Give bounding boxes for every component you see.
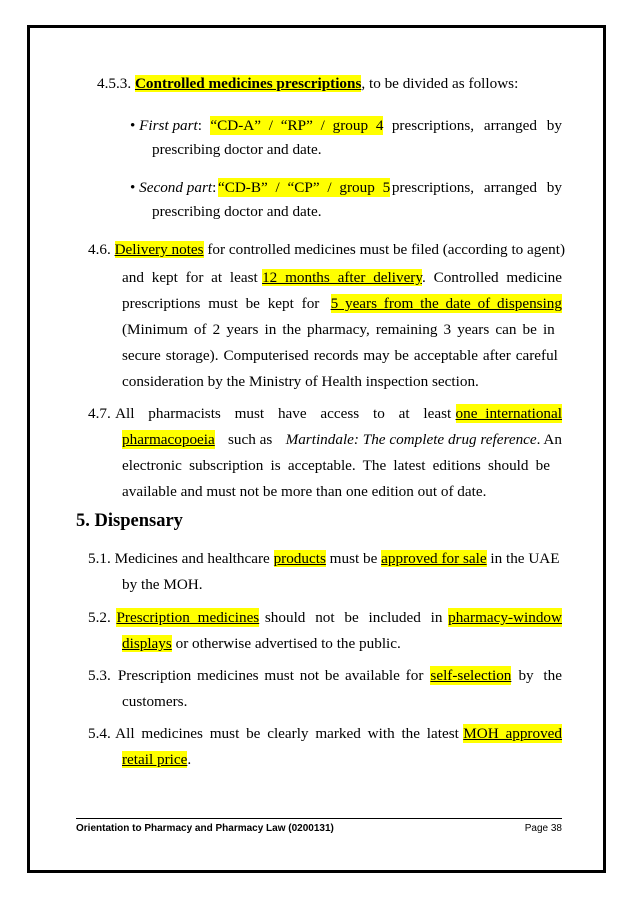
highlight-cd-a: “CD-A” / “RP” / group 4 xyxy=(210,117,384,134)
text: . Controlled medicine xyxy=(421,269,562,286)
bullet-icon: • xyxy=(130,179,136,196)
highlight-5-years: 5 years from the date of dispensing xyxy=(330,295,562,312)
text: such as xyxy=(228,431,273,448)
highlight-products: products xyxy=(273,550,326,567)
section-4-6-line-3 xyxy=(122,294,562,313)
bullet-first-part xyxy=(130,116,562,135)
highlight-self-selection: self-selection xyxy=(430,667,512,684)
highlight-pharmacopoeia: pharmacopoeia xyxy=(122,431,215,448)
highlight-one-international: one international xyxy=(455,405,562,422)
section-4-6-line-6: consideration by the Ministry of Health inspection section. xyxy=(122,373,479,390)
highlight-moh-approved: MOH approved xyxy=(463,725,562,742)
text: and kept for at least xyxy=(122,269,258,286)
footer-divider xyxy=(76,818,562,819)
section-number: 4.7. xyxy=(88,405,111,422)
text: . An xyxy=(536,431,562,448)
highlight-cd-b: “CD-B” / “CP” / group 5 xyxy=(217,179,391,196)
section-4-7-line-4: available and must not be more than one edition out of date. xyxy=(122,483,487,500)
section-5-1-line-1 xyxy=(88,549,560,568)
text: by the xyxy=(518,667,562,684)
section-5-2-line-1 xyxy=(88,608,562,627)
section-4-7-line-3: electronic subscription is acceptable. The latest editions should be xyxy=(122,457,551,474)
bullet-second-part-continuation: prescribing doctor and date. xyxy=(152,203,322,220)
text: should not be included in xyxy=(264,609,443,626)
text: for controlled medicines must be filed (according to agent) xyxy=(207,241,566,258)
section-5-1-line-2: by the MOH. xyxy=(122,576,203,593)
text: , to be divided as follows: xyxy=(361,75,519,92)
highlight-approved-for-sale: approved for sale xyxy=(381,550,487,567)
section-4-5-3-heading xyxy=(97,74,518,93)
highlight-pharmacy-window: pharmacy-window xyxy=(448,609,562,626)
text: Medicines and healthcare xyxy=(114,550,270,567)
bullet-icon: • xyxy=(130,117,136,134)
highlight-prescription-medicines: Prescription medicines xyxy=(116,609,260,626)
section-5-3-line-1 xyxy=(88,666,562,685)
text: must be xyxy=(329,550,378,567)
highlight-12-months: 12 months after delivery xyxy=(262,269,422,286)
text: All medicines must be clearly marked with the latest xyxy=(115,725,459,742)
text: All pharmacists must have access to at least xyxy=(115,405,452,422)
second-part-label: Second part xyxy=(139,179,213,196)
section-number: 5.3. xyxy=(88,667,111,684)
section-4-7-line-1 xyxy=(88,404,562,423)
section-number: 5.4. xyxy=(88,725,111,742)
first-part-label: First part xyxy=(139,117,198,134)
highlight-delivery-notes: Delivery notes xyxy=(114,241,204,258)
section-5-2-line-2 xyxy=(122,634,401,653)
text: in the UAE xyxy=(490,550,560,567)
section-5-4-line-2 xyxy=(122,750,191,769)
section-4-7-line-2 xyxy=(122,430,562,449)
text: prescriptions must be kept for xyxy=(122,295,320,312)
text: prescriptions, arranged by xyxy=(391,117,562,134)
highlight-displays: displays xyxy=(122,635,172,652)
highlight-controlled-medicines: Controlled medicines prescriptions xyxy=(134,75,362,92)
text: prescriptions, arranged by xyxy=(391,179,562,196)
colon: : xyxy=(197,117,203,134)
section-number: 5.2. xyxy=(88,609,111,626)
section-4-6-line-5: secure storage). Computerised records may be acceptable after careful xyxy=(122,347,558,364)
section-heading-dispensary: 5. Dispensary xyxy=(76,511,183,531)
bullet-second-part xyxy=(130,178,562,197)
footer-course-title: Orientation to Pharmacy and Pharmacy Law (0200131) xyxy=(76,823,334,834)
section-number: 5.1. xyxy=(88,550,111,567)
section-number: 4.5.3. xyxy=(97,75,132,92)
text: or otherwise advertised to the public. xyxy=(175,635,401,652)
section-4-6-line-4: (Minimum of 2 years in the pharmacy, remaining 3 years can be in xyxy=(122,321,555,338)
highlight-retail-price: retail price xyxy=(122,751,188,768)
text: . xyxy=(187,751,192,768)
colon: : xyxy=(212,179,217,196)
bullet-first-part-continuation: prescribing doctor and date. xyxy=(152,141,322,158)
martindale-title: Martindale: The complete drug reference xyxy=(285,431,537,448)
section-number: 4.6. xyxy=(88,241,111,258)
footer-page-number: Page 38 xyxy=(524,823,562,834)
section-4-6-line-2 xyxy=(122,268,562,287)
text: Prescription medicines must not be available for xyxy=(117,667,424,684)
section-5-3-line-2: customers. xyxy=(122,693,188,710)
section-5-4-line-1 xyxy=(88,724,562,743)
section-4-6-line-1 xyxy=(88,240,565,259)
